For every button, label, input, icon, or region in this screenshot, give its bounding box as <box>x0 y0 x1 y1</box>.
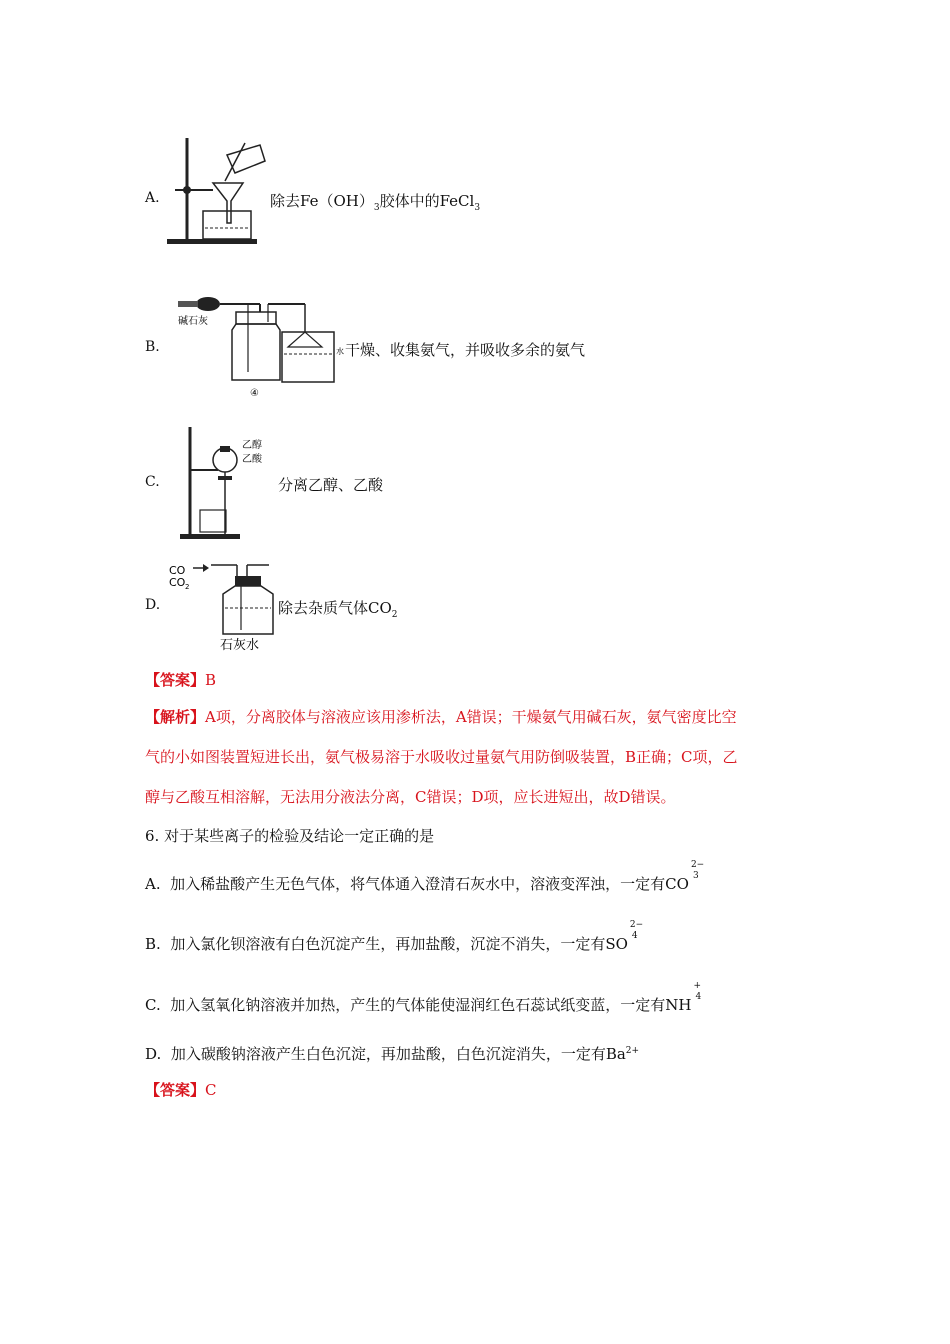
option-b-text: 干燥、收集氨气，并吸收多余的氨气 <box>345 341 586 359</box>
svg-text:2: 2 <box>185 583 190 591</box>
option-c-letter: C. <box>145 474 160 490</box>
analysis-line-3: 醇与乙酸互相溶解，无法用分液法分离，C错误；D项，应长进短出，故D错误。 <box>145 788 676 806</box>
carbonate-ion-mark: 2− 3 <box>690 860 705 881</box>
option-d-text: 除去杂质气体$CO_2$ <box>278 599 398 620</box>
ammonia-collection-figure <box>170 292 345 402</box>
sulfate-ion-mark: 2− 4 <box>629 920 644 941</box>
question-6-stem: 6. 对于某些离子的检验及结论一定正确的是 <box>145 827 435 845</box>
analysis-line-2: 气的小如图装置短进长出，氨气极易溶于水吸收过量氨气用防倒吸装置，B正确；C项，乙 <box>145 748 738 766</box>
question-6-option-c: C. 加入氢氧化钠溶液并加热，产生的气体能使湿润红色石蕊试纸变蓝，一定有NH + 4 <box>145 981 702 1014</box>
analysis-line-1: 【解析】A项，分离胶体与溶液应该用渗析法，A错误；干燥氨气用碱石灰，氨气密度比空 <box>145 708 737 726</box>
question-6-option-a: A. 加入稀盐酸产生无色气体，将气体通入澄清石灰水中，溶液变浑浊，一定有CO 2− 3 <box>145 860 705 893</box>
question-6-option-b: B. 加入氯化钡溶液有白色沉淀产生，再加盐酸，沉淀不消失，一定有SO 2− 4 <box>145 920 644 953</box>
option-c-text: 分离乙醇、乙酸 <box>278 476 384 494</box>
svg-text:CO: CO <box>169 576 186 589</box>
ammonium-ion-mark: + 4 <box>693 981 702 1002</box>
option-a-text: 除去$Fe(OH)_3$胶体中的FeCl$_3$ <box>270 192 481 213</box>
svg-text:乙醇: 乙醇 <box>242 440 262 451</box>
option-d-letter: D. <box>145 597 161 613</box>
question-6-option-d: D. 加入碳酸钠溶液产生白色沉淀，再加盐酸，白色沉淀消失，一定有$Ba^{2+}$ <box>145 1045 640 1063</box>
svg-text:碱石灰: 碱石灰 <box>178 316 208 327</box>
svg-text:乙酸: 乙酸 <box>242 454 262 465</box>
svg-text:CO: CO <box>169 564 186 577</box>
svg-text:石灰水: 石灰水 <box>220 638 260 653</box>
filtration-apparatus-figure <box>165 133 270 248</box>
answer-1: 【答案】B <box>145 671 217 689</box>
answer-2: 【答案】C <box>145 1081 217 1099</box>
svg-text:④: ④ <box>250 388 259 399</box>
svg-text:水: 水 <box>336 347 344 356</box>
option-b-letter: B. <box>145 339 160 355</box>
gas-washing-bottle-figure <box>165 558 277 653</box>
option-a-letter: A. <box>145 190 160 206</box>
separatory-funnel-figure <box>170 422 275 542</box>
